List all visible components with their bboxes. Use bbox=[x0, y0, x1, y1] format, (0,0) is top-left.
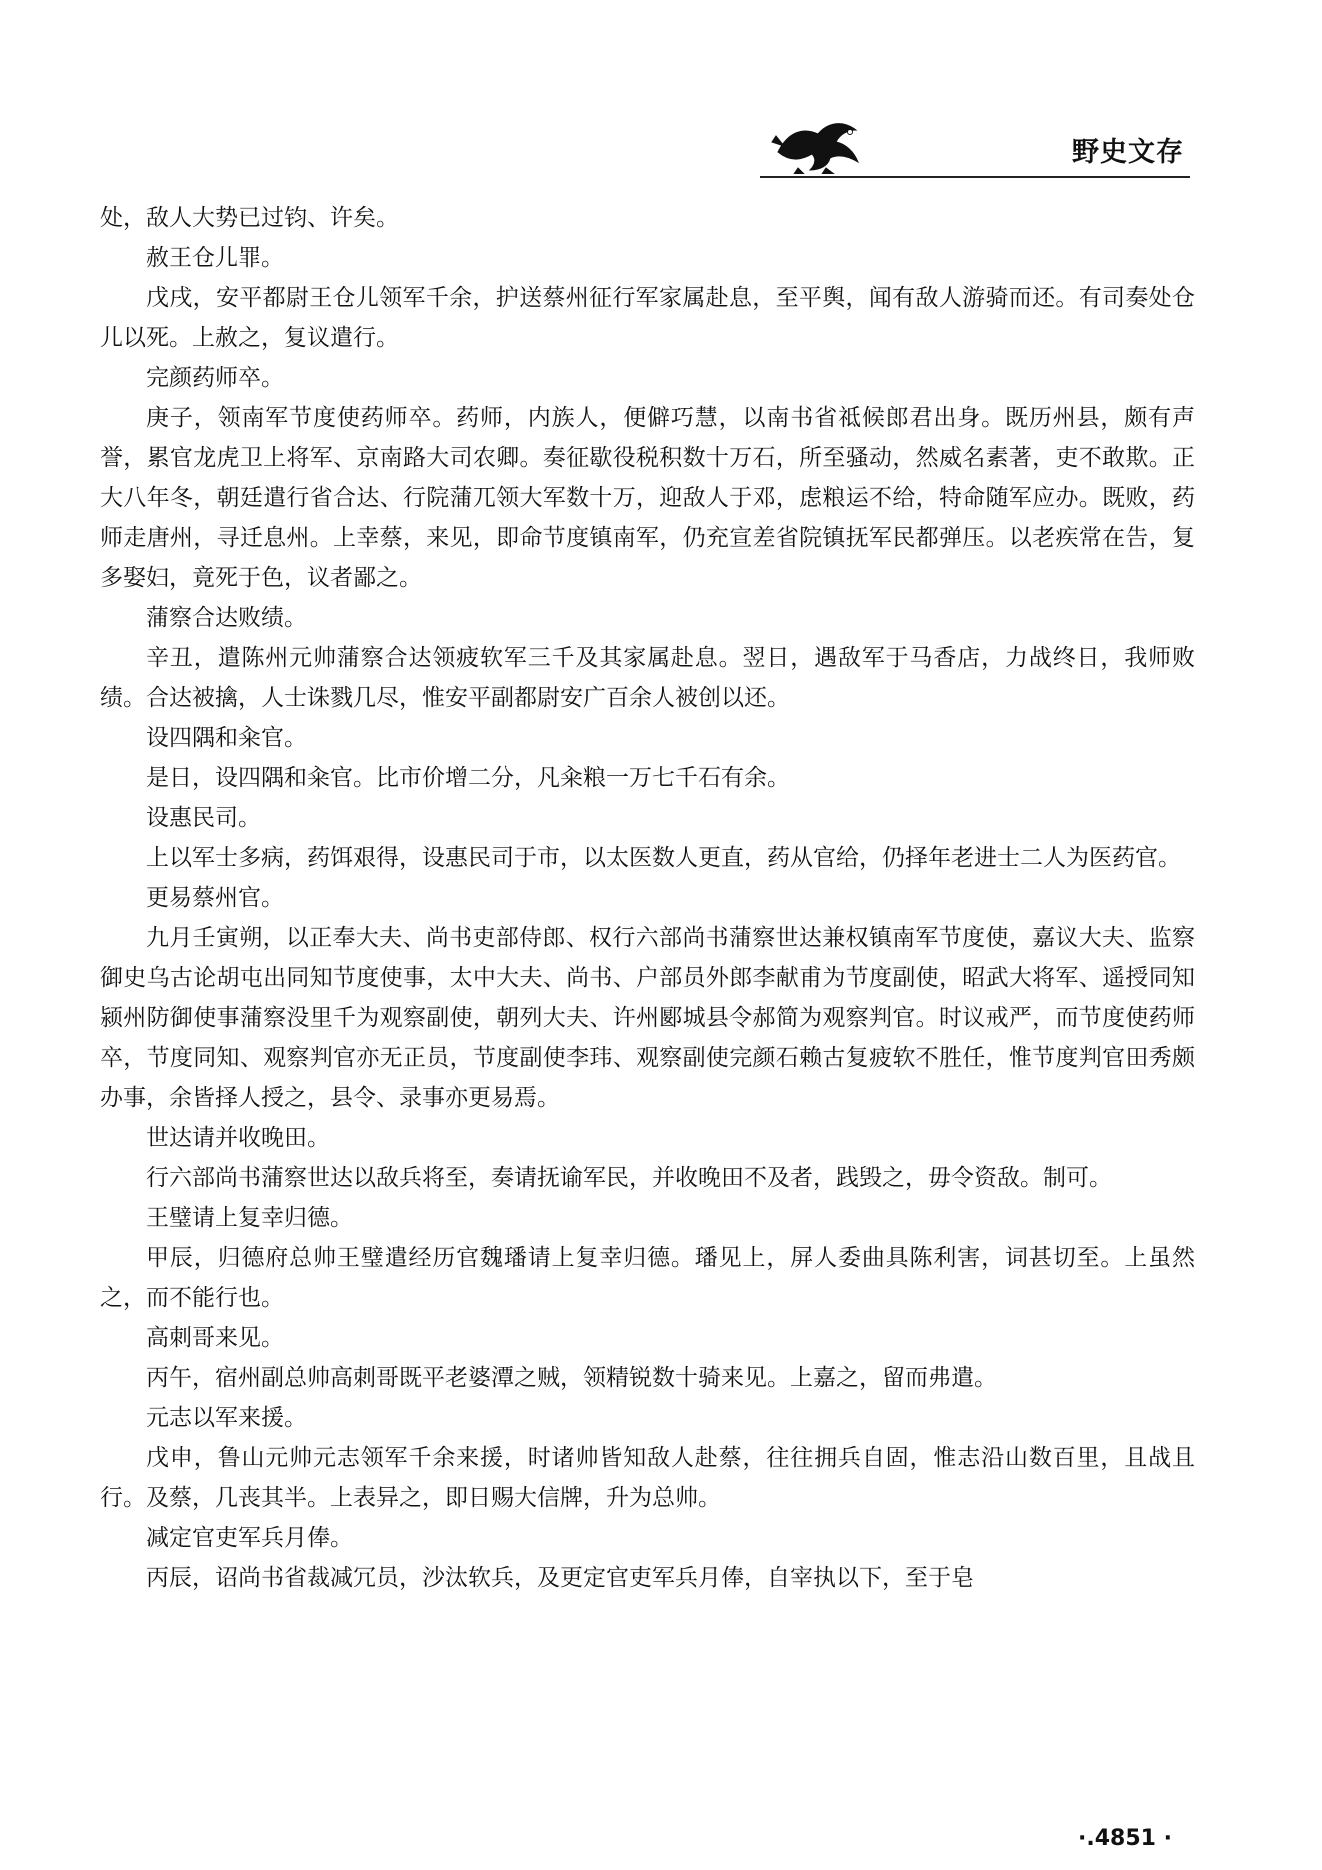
paragraph: 赦王仓儿罪。 bbox=[146, 245, 284, 271]
header-title: 野史文存 bbox=[1072, 137, 1184, 168]
paragraph: 完颜药师卒。 bbox=[146, 365, 284, 391]
paragraph: 设惠民司。 bbox=[146, 805, 261, 831]
header-rule bbox=[760, 176, 1190, 178]
paragraph: 元志以军来援。 bbox=[146, 1405, 307, 1431]
paragraph: 辛丑，遣陈州元帅蒲察合达领疲软军三千及其家属赴息。翌日，遇敌军于马香店，力战终日，我师败绩。合达被擒，人士诛戮几尽，惟安平副都尉安广百余人被创以还。 bbox=[100, 645, 1195, 711]
paragraph: 王璧请上复幸归德。 bbox=[146, 1205, 353, 1231]
paragraph: 丙辰，诏尚书省裁减冗员，沙汰软兵，及更定官吏军兵月俸，自宰执以下，至于皂 bbox=[146, 1565, 974, 1591]
paragraph: 高刺哥来见。 bbox=[146, 1325, 284, 1351]
page-body bbox=[100, 198, 1195, 1598]
paragraph: 戊申，鲁山元帅元志领军千余来援，时诸帅皆知敌人赴蔡，往往拥兵自固，惟志沿山数百里，且战且行。及蔡，几丧其半。上表异之，即日赐大信牌，升为总帅。 bbox=[100, 1445, 1195, 1511]
page-header bbox=[760, 112, 1190, 182]
dragon-logo-icon bbox=[768, 112, 868, 174]
paragraph: 世达请并收晚田。 bbox=[146, 1125, 330, 1151]
paragraph: 庚子，领南军节度使药师卒。药师，内族人，便僻巧慧，以南书省祗候郎君出身。既历州县，颇有声誉，累官龙虎卫上将军、京南路大司农卿。奏征歇役税积数十万石，所至骚动，然威名素著，吏不敢欺。正大八年冬，朝廷遣行省合达、行院蒲兀领大军数十万，迎敌人于邓，虑粮运不给，特命随军应办。既败，药师走唐州，寻迁息州。上幸蔡，来见，即命节度镇南军，仍充宣差省院镇抚军民都弹压。以老疾常在告，复多娶妇，竟死于色，议者鄙之。 bbox=[100, 405, 1195, 591]
paragraph: 甲辰，归德府总帅王璧遣经历官魏璠请上复幸归德。璠见上，屏人委曲具陈利害，词甚切至。上虽然之，而不能行也。 bbox=[100, 1245, 1195, 1311]
paragraph: 行六部尚书蒲察世达以敌兵将至，奏请抚谕军民，并收晚田不及者，践毁之，毋令资敌。制可。 bbox=[146, 1165, 1112, 1191]
paragraph: 设四隅和籴官。 bbox=[146, 725, 307, 751]
paragraph: 处，敌人大势已过钧、许矣。 bbox=[100, 205, 399, 231]
paragraph: 九月壬寅朔，以正奉大夫、尚书吏部侍郎、权行六部尚书蒲察世达兼权镇南军节度使，嘉议大夫、监察御史乌古论胡屯出同知节度使事，太中大夫、尚书、户部员外郎李献甫为节度副使，昭武大将军、遥授同知颍州防御使事蒲察没里千为观察副使，朝列大夫、许州郾城县令郝简为观察判官。时议戒严，而节度使药师卒，节度同知、观察判官亦无正员，节度副使李玮、观察副使完颜石赖古复疲软不胜任，惟节度判官田秀颇办事，余皆择人授之，县令、录事亦更易焉。 bbox=[100, 925, 1195, 1111]
paragraph: 是日，设四隅和籴官。比市价增二分，凡籴粮一万七千石有余。 bbox=[146, 765, 790, 791]
paragraph: 蒲察合达败绩。 bbox=[146, 605, 307, 631]
paragraph: 丙午，宿州副总帅高刺哥既平老婆潭之贼，领精锐数十骑来见。上嘉之，留而弗遣。 bbox=[146, 1365, 997, 1391]
paragraph: 上以军士多病，药饵艰得，设惠民司于市，以太医数人更直，药从官给，仍择年老进士二人为医药官。 bbox=[146, 845, 1181, 871]
paragraph: 戊戌，安平都尉王仓儿领军千余，护送蔡州征行军家属赴息，至平舆，闻有敌人游骑而还。有司奏处仓儿以死。上赦之，复议遣行。 bbox=[100, 285, 1195, 351]
page-number: ·.4851 · bbox=[1078, 1826, 1172, 1851]
paragraph: 减定官吏军兵月俸。 bbox=[146, 1525, 353, 1551]
paragraph: 更易蔡州官。 bbox=[146, 885, 284, 911]
